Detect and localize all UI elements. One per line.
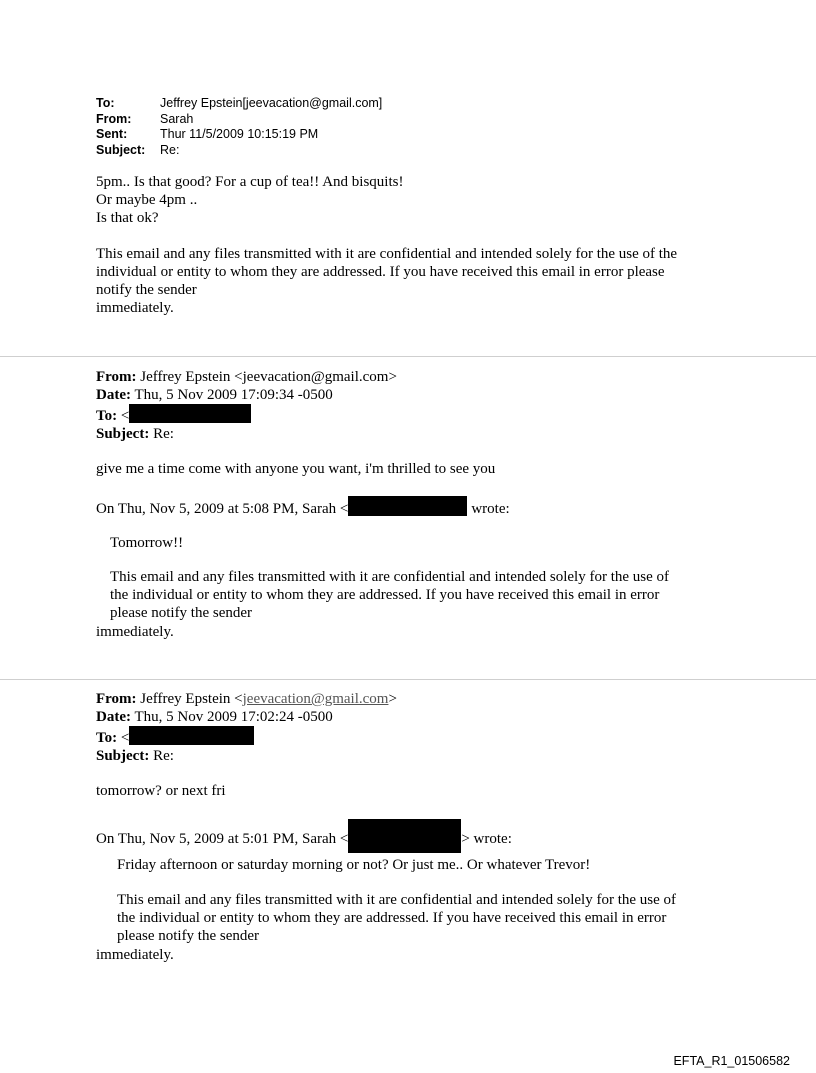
msg3-date-value: Thu, 5 Nov 2009 17:02:24 -0500	[130, 709, 333, 725]
msg3-quote-pre: On Thu, Nov 5, 2009 at 5:01 PM, Sarah <	[96, 831, 349, 847]
msg3-from-close: >	[388, 691, 397, 707]
msg2-to-value: <	[117, 408, 130, 424]
msg3-subject-value: Re:	[149, 748, 174, 764]
msg2-disclaimer-line4: immediately.	[96, 624, 174, 640]
msg3-to-value: <	[117, 730, 130, 746]
msg3-disclaimer-line4: immediately.	[96, 947, 174, 963]
msg1-disclaimer-line2: individual or entity to whom they are addressed. If you have received this email in error please	[96, 264, 665, 280]
msg3-subject-row	[96, 747, 397, 765]
msg2-from-row	[96, 368, 397, 386]
msg3-subject-label: Subject:	[96, 748, 150, 764]
document-id: EFTA_R1_01506582	[673, 1054, 790, 1068]
msg2-disclaimer-line3: please notify the sender	[110, 605, 253, 621]
msg1-disclaimer	[96, 245, 677, 317]
msg3-disclaimer-line2: the individual or entity to whom they are addressed. If you have received this email in error	[117, 910, 667, 926]
msg3-quote-post: > wrote:	[461, 831, 512, 847]
msg2-disclaimer	[110, 568, 669, 622]
msg2-quote-pre: On Thu, Nov 5, 2009 at 5:08 PM, Sarah <	[96, 501, 349, 517]
header-to-value: Jeffrey Epstein[jeevacation@gmail.com]	[160, 96, 383, 110]
msg2-subject-row	[96, 425, 397, 443]
msg2-to-row	[96, 404, 397, 425]
header-to-label: To:	[96, 96, 115, 110]
msg2-quoted-text: Tomorrow!!	[110, 535, 184, 551]
msg2-subject-value: Re:	[149, 426, 174, 442]
msg3-email-link[interactable]: jeevacation@gmail.com	[242, 691, 389, 707]
msg2-date-row	[96, 386, 397, 404]
msg3-from-label: From:	[96, 691, 137, 707]
msg2-disclaimer-line1: This email and any files transmitted with it are confidential and intended solely for the use of	[110, 569, 670, 585]
redaction-box	[129, 726, 254, 745]
redaction-box	[348, 496, 467, 516]
msg2-disclaimer-line2: the individual or entity to whom they are addressed. If you have received this email in error	[110, 587, 660, 603]
msg3-date-label: Date:	[96, 709, 131, 725]
header-sent-row	[96, 127, 382, 143]
email-header	[96, 96, 382, 158]
divider	[0, 679, 816, 680]
msg2-date-label: Date:	[96, 387, 131, 403]
msg1-disclaimer-line4: immediately.	[96, 300, 174, 316]
redaction-box	[129, 404, 251, 423]
msg3-quote-line	[96, 819, 512, 853]
header-to-row	[96, 96, 382, 112]
msg3-body: tomorrow? or next fri	[96, 783, 226, 799]
msg2-date-value: Thu, 5 Nov 2009 17:09:34 -0500	[130, 387, 333, 403]
redaction-box	[348, 819, 461, 853]
msg2-subject-label: Subject:	[96, 426, 150, 442]
msg2-body: give me a time come with anyone you want, i'm thrilled to see you	[96, 461, 496, 477]
header-sent-value: Thur 11/5/2009 10:15:19 PM	[160, 127, 319, 141]
msg2-from-label: From:	[96, 369, 137, 385]
msg3-disclaimer-line3: please notify the sender	[117, 928, 260, 944]
msg3-quoted-text: Friday afternoon or saturday morning or not? Or just me.. Or whatever Trevor!	[117, 857, 591, 873]
msg3-from-row	[96, 690, 397, 708]
header-sent-label: Sent:	[96, 127, 128, 141]
msg1-body	[96, 173, 403, 227]
header-from-row	[96, 112, 382, 128]
header-subject-label: Subject:	[96, 142, 146, 157]
msg2-quote-line	[96, 496, 510, 518]
msg3-date-row	[96, 708, 397, 726]
msg1-disclaimer-line3: notify the sender	[96, 282, 197, 298]
header-from-value: Sarah	[160, 111, 194, 126]
msg1-disclaimer-line1: This email and any files transmitted with it are confidential and intended solely for the use of the	[96, 246, 678, 262]
msg3-disclaimer-line1: This email and any files transmitted with it are confidential and intended solely for the use of	[117, 892, 677, 908]
msg3-header	[96, 690, 397, 765]
divider	[0, 356, 816, 357]
msg2-quote-post: wrote:	[471, 501, 510, 517]
header-from-label: From:	[96, 111, 132, 126]
msg1-line1: 5pm.. Is that good? For a cup of tea!! And bisquits!	[96, 174, 404, 190]
msg3-disclaimer	[117, 891, 676, 945]
msg3-to-label: To:	[96, 730, 118, 746]
msg2-to-label: To:	[96, 408, 118, 424]
msg2-header	[96, 368, 397, 443]
header-subject-value: Re:	[160, 142, 180, 157]
header-subject-row	[96, 143, 382, 159]
msg3-to-row	[96, 726, 397, 747]
msg3-from-name: Jeffrey Epstein <	[136, 691, 243, 707]
msg1-line2: Or maybe 4pm ..	[96, 192, 198, 208]
msg2-from-value: Jeffrey Epstein <jeevacation@gmail.com>	[136, 369, 397, 385]
msg1-line3: Is that ok?	[96, 210, 159, 226]
